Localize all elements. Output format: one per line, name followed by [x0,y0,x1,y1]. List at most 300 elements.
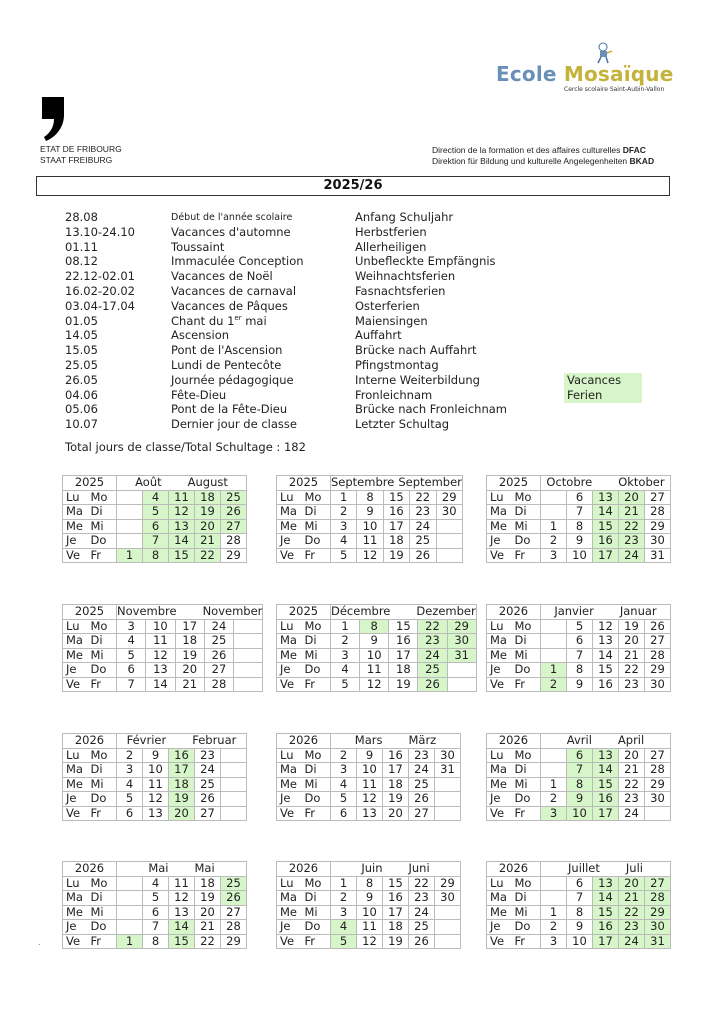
day-cell: 12 [593,619,619,634]
week-row [487,505,671,520]
canton-name-de: STAAT FREIBURG [40,155,113,165]
empty-day-cell [541,648,567,663]
event-label-de: Weihnachtsferien [355,269,456,284]
day-cell: 1 [541,905,567,920]
weekday-de: Fr [305,806,331,821]
page-title: 2025/26 [36,176,670,196]
empty-day-cell [645,806,671,821]
month-name [117,605,263,620]
week-row [487,619,671,634]
day-cell: 21 [619,505,645,520]
month-name-fr: Novembre [117,604,177,618]
day-cell: 15 [383,876,409,891]
weekday-fr: Ma [63,634,91,649]
week-row [63,792,247,807]
department-de: Direktion für Bildung und kulturelle Angelegenheiten [432,156,630,166]
month-name-fr: Septembre [331,475,395,489]
day-cell: 10 [360,648,389,663]
weekday-de: Mo [91,619,117,634]
empty-day-cell [117,534,143,549]
weekday-fr: Lu [487,876,515,891]
weekday-fr: Me [63,777,91,792]
day-cell: 13 [169,519,195,534]
day-cell: 19 [169,792,195,807]
day-cell: 29 [436,490,462,505]
day-cell: 1 [117,934,143,949]
week-row [487,634,671,649]
month-year: 2026 [63,734,117,749]
day-cell: 25 [409,920,435,935]
weekday-de: Fr [91,548,117,563]
weekday-fr: Lu [277,490,305,505]
weekday-de: Fr [91,934,117,949]
week-row [277,934,461,949]
month-name [541,476,671,491]
day-cell: 9 [357,505,383,520]
day-cell: 12 [357,548,383,563]
day-cell: 3 [541,548,567,563]
week-row [487,519,671,534]
stray-dot: . [38,938,41,947]
weekday-de: Do [305,792,331,807]
day-cell: 12 [169,891,195,906]
event-label-de: Unbefleckte Empfängnis [355,254,496,269]
weekday-de: Do [91,920,117,935]
day-cell: 29 [447,619,476,634]
weekday-fr: Ma [487,634,515,649]
day-cell: 10 [567,934,593,949]
weekday-de: Di [305,891,331,906]
weekday-de: Mo [91,490,117,505]
day-cell: 19 [389,677,418,692]
weekday-fr: Lu [63,876,91,891]
month-year: 2025 [63,476,117,491]
day-cell: 24 [418,648,447,663]
month-header [487,605,671,620]
week-row [277,891,461,906]
day-cell: 25 [410,534,436,549]
day-cell: 9 [357,891,383,906]
event-date: 04.06 [65,387,98,402]
day-cell: 9 [567,677,593,692]
day-cell: 20 [619,876,645,891]
day-cell: 12 [357,934,383,949]
week-row [277,619,477,634]
empty-day-cell [117,490,143,505]
event-label-fr: Pont de l'Ascension [171,343,283,358]
weekday-fr: Ve [63,806,91,821]
day-cell: 15 [383,490,409,505]
empty-day-cell [221,792,247,807]
day-cell: 14 [146,677,175,692]
month-name-fr: Février [126,733,167,747]
month-name-de: Juli [625,861,643,875]
weekday-fr: Ve [277,806,305,821]
weekday-de: Mi [305,905,331,920]
day-cell: 8 [567,905,593,920]
weekday-de: Mo [91,748,117,763]
day-cell: 6 [567,634,593,649]
empty-day-cell [436,519,462,534]
weekday-fr: Ma [63,763,91,778]
day-cell: 6 [117,806,143,821]
day-cell: 22 [409,876,435,891]
month-calendar [62,733,247,821]
day-cell: 17 [383,905,409,920]
day-cell: 18 [169,777,195,792]
day-cell: 13 [143,806,169,821]
day-cell: 27 [204,663,233,678]
department-de-abbr: BKAD [629,156,655,166]
weekday-fr: Me [63,519,91,534]
event-label-de: Allerheiligen [355,239,427,254]
fribourg-comma-icon [40,97,66,141]
event-date: 22.12-02.01 [65,269,135,284]
month-name-de: Januar [619,604,657,618]
day-cell: 26 [410,548,436,563]
day-cell: 25 [409,777,435,792]
department-fr: Direction de la formation et des affaires culturelles [432,145,623,155]
weekday-de: Di [515,891,541,906]
event-label-de: Auffahrt [355,328,402,343]
day-cell: 15 [593,777,619,792]
month-header [277,605,477,620]
empty-day-cell [234,634,263,649]
day-cell: 20 [619,490,645,505]
day-cell: 1 [541,519,567,534]
event-label-de: Brücke nach Auffahrt [355,343,477,358]
empty-day-cell [435,905,461,920]
weekday-fr: Ma [63,891,91,906]
day-cell: 27 [409,806,435,821]
day-cell: 3 [117,619,146,634]
day-cell: 25 [221,876,247,891]
day-cell: 12 [169,505,195,520]
event-label-de: Herbstferien [355,224,427,239]
weekday-de: Fr [515,806,541,821]
day-cell: 31 [645,934,671,949]
day-cell: 1 [331,490,357,505]
day-cell: 28 [645,648,671,663]
weekday-fr: Ma [277,505,305,520]
empty-day-cell [435,792,461,807]
day-cell: 27 [645,634,671,649]
month-header [63,862,247,877]
empty-day-cell [435,806,461,821]
day-cell: 17 [389,648,418,663]
week-row [63,663,263,678]
weekday-de: Di [91,634,117,649]
week-row [63,777,247,792]
weekday-fr: Me [63,648,91,663]
day-cell: 26 [195,792,221,807]
month-name-de: August [187,475,228,489]
month-calendar [276,475,463,563]
day-cell: 15 [389,619,418,634]
event-label-fr: Vacances de carnaval [171,284,297,298]
week-row [63,876,247,891]
weekday-de: Mi [515,905,541,920]
day-cell: 18 [383,920,409,935]
day-cell: 28 [204,677,233,692]
weekday-de: Mo [91,876,117,891]
week-row [487,905,671,920]
event-label-fr: Vacances de Noël [171,269,273,284]
week-row [277,905,461,920]
week-row [487,534,671,549]
day-cell: 17 [383,519,409,534]
day-cell: 2 [541,534,567,549]
day-cell: 3 [117,763,143,778]
weekday-de: Di [515,505,541,520]
day-cell: 20 [383,806,409,821]
week-row [63,677,263,692]
month-calendar [62,604,263,692]
department-fr-abbr: DFAC [622,145,646,155]
day-cell: 15 [593,519,619,534]
empty-day-cell [117,905,143,920]
week-row [63,905,247,920]
week-row [277,777,461,792]
school-subtitle: Cercle scolaire Saint-Aubin-Vallon [564,86,665,93]
day-cell: 8 [360,619,389,634]
day-cell: 23 [418,634,447,649]
day-cell: 4 [143,490,169,505]
month-year: 2026 [487,605,541,620]
event-date: 08.12 [65,254,98,269]
day-cell: 9 [143,748,169,763]
day-cell: 26 [409,792,435,807]
weekday-de: Di [305,763,331,778]
weekday-fr: Ve [487,548,515,563]
weekday-de: Fr [91,677,117,692]
day-cell: 18 [195,876,221,891]
day-cell: 21 [195,920,221,935]
day-cell: 3 [331,905,357,920]
total-school-days: Total jours de classe/Total Schultage : 182 [65,440,306,454]
month-year: 2026 [277,862,331,877]
weekday-fr: Lu [63,619,91,634]
day-cell: 23 [619,534,645,549]
day-cell: 7 [117,677,146,692]
event-date: 26.05 [65,372,98,387]
weekday-de: Fr [305,548,331,563]
event-label-de: Interne Weiterbildung [355,372,480,387]
day-cell: 26 [221,891,247,906]
day-cell: 31 [435,763,461,778]
department-name [432,145,654,167]
weekday-fr: Ma [63,505,91,520]
event-label-fr: Fête-Dieu [171,387,227,402]
week-row [63,934,247,949]
day-cell: 22 [410,490,436,505]
week-row [487,934,671,949]
day-cell: 14 [593,505,619,520]
day-cell: 28 [221,534,247,549]
day-cell: 7 [567,891,593,906]
empty-day-cell [221,806,247,821]
day-cell: 30 [645,677,671,692]
day-cell: 30 [435,748,461,763]
empty-day-cell [234,648,263,663]
day-cell: 25 [195,777,221,792]
weekday-fr: Lu [63,748,91,763]
month-name-fr: Juillet [568,861,600,875]
month-name-de: Juni [408,861,430,875]
day-cell: 10 [567,548,593,563]
day-cell: 20 [619,634,645,649]
month-calendar [486,475,671,563]
day-cell: 19 [383,792,409,807]
week-row [277,505,463,520]
day-cell: 22 [619,777,645,792]
weekday-de: Fr [91,806,117,821]
empty-day-cell [435,920,461,935]
day-cell: 5 [117,648,146,663]
day-cell: 8 [567,777,593,792]
week-row [277,490,463,505]
week-row [277,519,463,534]
day-cell: 14 [593,648,619,663]
empty-day-cell [541,891,567,906]
day-cell: 13 [146,663,175,678]
month-name-de: November [202,604,263,618]
weekday-de: Do [515,663,541,678]
day-cell: 9 [567,534,593,549]
day-cell: 14 [593,763,619,778]
month-name [117,734,247,749]
event-date: 25.05 [65,358,98,372]
month-name [331,862,461,877]
week-row [487,891,671,906]
event-label-fr: Lundi de Pentecôte [171,358,282,372]
week-row [63,748,247,763]
day-cell: 24 [410,519,436,534]
day-cell: 4 [331,777,357,792]
day-cell: 24 [409,763,435,778]
month-year: 2026 [277,734,331,749]
month-header [487,862,671,877]
week-row [487,748,671,763]
day-cell: 22 [619,519,645,534]
day-cell: 30 [447,634,476,649]
day-cell: 6 [567,748,593,763]
event-date: 15.05 [65,343,98,358]
day-cell: 20 [169,806,195,821]
day-cell: 21 [619,648,645,663]
day-cell: 26 [409,934,435,949]
month-name-fr: Mars [354,733,383,747]
month-header [63,734,247,749]
day-cell: 20 [175,663,204,678]
month-header [63,605,263,620]
weekday-de: Mi [305,648,331,663]
week-row [487,548,671,563]
month-year: 2025 [277,605,331,620]
day-cell: 11 [143,777,169,792]
day-cell: 23 [619,920,645,935]
month-header [277,734,461,749]
month-name-fr: Août [135,475,162,489]
weekday-fr: Ve [487,677,515,692]
day-cell: 19 [383,548,409,563]
weekday-fr: Lu [277,619,305,634]
event-date: 10.07 [65,417,98,432]
week-row [487,777,671,792]
weekday-de: Mi [305,777,331,792]
day-cell: 29 [221,934,247,949]
day-cell: 29 [645,905,671,920]
day-cell: 3 [541,806,567,821]
day-cell: 27 [195,806,221,821]
week-row [63,634,263,649]
day-cell: 14 [169,920,195,935]
canton-name [40,144,122,166]
day-cell: 20 [619,748,645,763]
day-cell: 27 [645,876,671,891]
day-cell: 28 [645,763,671,778]
event-label-fr: Pont de la Fête-Dieu [171,402,288,417]
weekday-fr: Lu [277,748,305,763]
day-cell: 22 [619,663,645,678]
month-name-de: Mai [194,861,215,875]
weekday-fr: Je [487,792,515,807]
month-name [541,862,671,877]
weekday-fr: Je [487,534,515,549]
day-cell: 15 [169,934,195,949]
day-cell: 2 [331,748,357,763]
day-cell: 1 [331,619,360,634]
weekday-de: Di [91,891,117,906]
weekday-de: Mo [305,876,331,891]
weekday-fr: Je [487,920,515,935]
day-cell: 19 [195,505,221,520]
weekday-fr: Je [277,534,305,549]
day-cell: 25 [418,663,447,678]
week-row [487,677,671,692]
day-cell: 27 [221,905,247,920]
day-cell: 1 [541,777,567,792]
day-cell: 17 [175,619,204,634]
school-name-part1: Ecole [496,62,557,86]
day-cell: 25 [204,634,233,649]
weekday-fr: Je [487,663,515,678]
empty-day-cell [221,748,247,763]
day-cell: 13 [593,748,619,763]
day-cell: 11 [146,634,175,649]
day-cell: 29 [221,548,247,563]
event-label-fr: Immaculée Conception [171,254,304,269]
month-name [117,476,247,491]
ordinal-suffix: er [234,313,242,322]
empty-day-cell [435,934,461,949]
month-calendar [62,861,247,949]
day-cell: 29 [645,519,671,534]
week-row [63,548,247,563]
weekday-fr: Ve [487,806,515,821]
day-cell: 16 [169,748,195,763]
month-name-de: Oktober [618,475,665,489]
week-row [277,663,477,678]
weekday-fr: Me [277,777,305,792]
week-row [63,490,247,505]
legend-label-de: Ferien [567,388,603,402]
event-label-de: Brücke nach Fronleichnam [355,402,508,417]
weekday-de: Fr [305,677,331,692]
day-cell: 17 [593,548,619,563]
week-row [277,876,461,891]
day-cell: 31 [447,648,476,663]
